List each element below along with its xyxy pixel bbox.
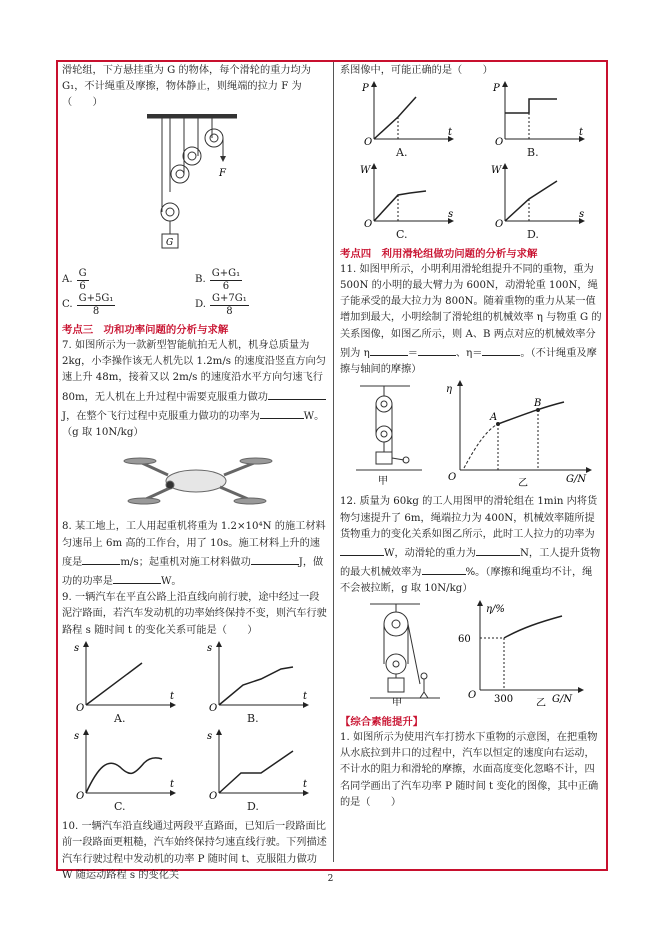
q10-graph-c[interactable]: W s O C. xyxy=(360,165,454,242)
q9-graph-c[interactable]: s t O C. xyxy=(74,731,175,814)
svg-text:B: B xyxy=(534,398,542,410)
drone-image xyxy=(62,441,328,513)
svg-text:乙: 乙 xyxy=(518,478,528,489)
column-divider xyxy=(333,62,334,862)
q9-text: 9. 一辆汽车在平直公路上沿直线向前行驶，途中经过一段泥泞路面，若汽车发动机的功率始终保持不变，则汽车行驶路程 s 随时间 t 的变化关系可能是（ ） xyxy=(62,592,327,636)
q6-choices xyxy=(62,268,328,318)
svg-text:O: O xyxy=(76,791,85,800)
q7-text: 7. 如图所示为一款新型智能航拍无人机，机身总质量为 2kg，小李操作该无人机先以 1.2m/s 的速度沿竖直方向匀速上升 48m，接着又以 2m/s 的速度沿水平方向匀速飞行 80m，无人机在上升过程中需要克服重力做功J，在整个飞行过程中克服重力做功的功率为 W。（g 取 10N/kg） xyxy=(62,340,326,439)
svg-text:t: t xyxy=(448,127,453,139)
svg-text:t: t xyxy=(303,690,308,702)
q10-text: 10. 一辆汽车沿直线通过两段平直路面，已知后一段路面比前一段路面更粗糙，汽车始终保持匀速直线行驶。下列描述汽车行驶过程中发动机的功率 P 随时间 t、克服阻力做功 W 随运动路程 s 的变化关 xyxy=(62,821,327,881)
section-heading-4: 考点四 利用滑轮组做功问题的分析与求解 xyxy=(340,247,538,260)
page-number: 2 xyxy=(327,874,334,884)
svg-text:G/N: G/N xyxy=(566,474,587,486)
svg-text:300: 300 xyxy=(494,693,514,705)
svg-text:W: W xyxy=(360,165,371,177)
q12-figures xyxy=(340,598,602,706)
svg-text:t: t xyxy=(170,690,175,702)
svg-text:O: O xyxy=(448,472,457,484)
section-heading-5: 【综合素能提升】 xyxy=(340,715,424,728)
svg-text:η: η xyxy=(446,384,452,396)
pulley-figure-q6 xyxy=(62,112,328,262)
svg-text:s: s xyxy=(448,209,454,221)
svg-text:O: O xyxy=(495,219,504,228)
svg-text:O: O xyxy=(76,702,85,711)
q8-text: 8. 某工地上，工人用起重机将重为 1.2×10⁴N 的施工材料匀速吊上 6m 高的工作台，用了 10s。施工材料上升的速度是 m/s；起重机对施工材料做功 J，做功的功率是 W。 xyxy=(62,521,326,588)
choice-c[interactable]: C. $\frac{\text{G+5G₁}}{8}$ xyxy=(62,292,114,317)
svg-text:O: O xyxy=(468,689,477,701)
svg-text:η/%: η/% xyxy=(486,603,505,615)
svg-text:G/N: G/N xyxy=(552,693,573,705)
q12-text: 12. 质量为 60kg 的工人用图甲的滑轮组在 1min 内将货物匀速提升了 6m，绳端拉力为 400N，机械效率随所提货物重力的变化关系如图乙所示，此时工人拉力的功率为W，动滑轮的重力为 N，工人提升货物的最大机械效率为 %。（摩擦和绳重均不计，绳不会被拉断，g 取 10N/kg） xyxy=(340,496,601,595)
label-F: F xyxy=(219,167,226,179)
svg-text:s: s xyxy=(207,642,213,654)
z1-text: 1. 如图所示为使用汽车打捞水下重物的示意图，在把重物从水底拉到井口的过程中，汽车以恒定的速度向右运动，不计水的阻力和滑轮的摩擦，水面高度变化忽略不计，四名同学画出了汽车功率 P 随时间 t 变化的图像，其中正确的是（ ） xyxy=(340,732,599,808)
svg-text:乙: 乙 xyxy=(536,697,546,706)
svg-text:O: O xyxy=(209,702,218,711)
q9-graph-b[interactable]: s t O B. xyxy=(207,642,308,725)
svg-text:O: O xyxy=(364,219,373,228)
svg-text:P: P xyxy=(493,83,500,95)
q9-graph-a[interactable]: s t O A. xyxy=(74,642,175,725)
left-column xyxy=(62,63,328,884)
svg-text:甲: 甲 xyxy=(378,476,388,488)
section-heading-3: 考点三 功和功率问题的分析与求解 xyxy=(62,323,229,336)
q11-figures xyxy=(340,378,602,488)
svg-text:t: t xyxy=(579,127,584,139)
q10-graphs xyxy=(340,79,602,243)
label-G: G xyxy=(166,237,174,248)
choice-a[interactable]: A. $\frac{G}{6}$ xyxy=(62,267,87,292)
svg-text:W: W xyxy=(491,165,502,177)
q10-graph-b[interactable]: P t O B. xyxy=(493,83,584,160)
q9-graphs xyxy=(62,639,328,815)
right-column xyxy=(340,63,602,811)
svg-text:60: 60 xyxy=(458,633,471,645)
svg-text:O: O xyxy=(364,137,373,146)
q10-continued: 系图像中，可能正确的是（ ） xyxy=(340,65,493,76)
svg-text:s: s xyxy=(579,209,585,221)
svg-text:甲: 甲 xyxy=(392,697,402,706)
svg-text:t: t xyxy=(303,779,308,791)
q11-text: 11. 如图甲所示，小明利用滑轮组提升不同的重物，重为 500N 的小明的最大臂力为 600N，动滑轮重 100N，绳子能承受的最大拉力为 800N。随着重物的重力从某一值增加到最大，小明绘制了滑轮组的机械效率 η 与物重 G 的关系图像，如图乙所示，则 A、B 两点对应的机械效率分别为 η ＝ 、η＝ 。（不计绳重及摩擦与轴间的摩擦） xyxy=(340,263,602,376)
choice-b[interactable]: B. $\frac{\text{G+G₁}}{6}$ xyxy=(195,267,241,292)
svg-text:s: s xyxy=(74,642,80,654)
svg-text:P: P xyxy=(362,83,369,95)
q10-graph-d[interactable]: W s O D. xyxy=(491,165,585,242)
q6-text: 滑轮组，下方悬挂重为 G 的物体，每个滑轮的重力均为 G₁，不计绳重及摩擦，物体静止，则绳端的拉力 F 为（ ） xyxy=(62,65,311,109)
choice-d[interactable]: D. $\frac{\text{G+7G₁}}{8}$ xyxy=(195,292,247,317)
svg-text:s: s xyxy=(74,731,80,743)
q9-graph-d[interactable]: s t O D. xyxy=(207,731,308,814)
svg-text:O: O xyxy=(209,791,218,800)
q10-graph-a[interactable]: P t O A. xyxy=(362,83,453,160)
svg-text:s: s xyxy=(207,731,213,743)
svg-text:O: O xyxy=(495,137,504,146)
svg-text:A: A xyxy=(490,412,498,424)
svg-text:t: t xyxy=(170,779,175,791)
